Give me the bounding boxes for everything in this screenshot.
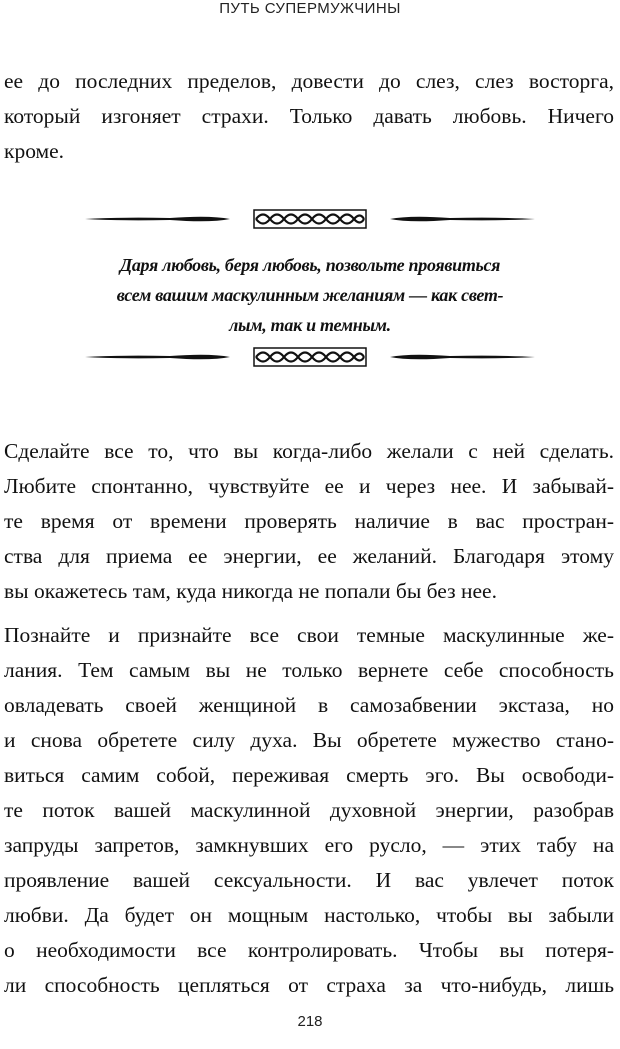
text-line: лания. Тем самым вы не только вернете себе способность: [4, 658, 614, 682]
text-line: который изгоняет страхи. Только давать любовь. Ничего: [4, 104, 614, 128]
text-line: Познайте и признайте все свои темные маскулинные же-: [4, 623, 614, 647]
paragraph-3: [4, 618, 614, 1003]
text-line: ее до последних пределов, довести до слез, слез восторга,: [4, 69, 614, 93]
page-number: 218: [297, 1013, 323, 1030]
text-line: ли способность цепляться от страха за что-нибудь, лишь: [4, 973, 614, 997]
quote-line: всем вашим маскулинным желаниям — как свет-: [116, 285, 504, 305]
text-line: ства для приема ее энергии, ее желаний. Благодаря этому: [4, 544, 614, 568]
paragraph-1: [4, 64, 614, 169]
ornament-divider-bottom: [80, 345, 540, 369]
ornament-divider-top: [80, 207, 540, 231]
text-line: любви. Да будет он мощным настолько, чтобы вы забыли: [4, 903, 614, 927]
text-line: виться самим собой, переживая смерть эго. Вы освободи-: [4, 763, 614, 787]
text-line: о необходимости все контролировать. Чтобы вы потеря-: [4, 938, 614, 962]
celtic-knot-icon: [85, 348, 535, 366]
pull-quote: [60, 250, 560, 340]
text-line: проявление вашей сексуальности. И вас увлечет поток: [4, 868, 614, 892]
text-line: овладевать своей женщиной в самозабвении экстаза, но: [4, 693, 614, 717]
text-line: Сделайте все то, что вы когда-либо желали с ней сделать.: [4, 439, 614, 463]
text-line: кроме.: [4, 139, 65, 163]
text-line: вы окажетесь там, куда никогда не попали бы без нее.: [4, 579, 497, 603]
text-line: те поток вашей маскулинной духовной энергии, разобрав: [4, 798, 614, 822]
text-line: Любите спонтанно, чувствуйте ее и через нее. И забывай-: [4, 474, 614, 498]
text-line: запруды запретов, замкнувших его русло, — этих табу на: [4, 833, 614, 857]
running-head: ПУТЬ СУПЕРМУЖЧИНЫ: [219, 0, 401, 17]
paragraph-2: [4, 434, 614, 609]
quote-line: лым, так и темным.: [229, 315, 391, 335]
quote-line: Даря любовь, беря любовь, позвольте проявиться: [119, 255, 501, 275]
text-line: те время от времени проверять наличие в вас простран-: [4, 509, 614, 533]
text-line: и снова обретете силу духа. Вы обретете мужество стано-: [4, 728, 614, 752]
celtic-knot-icon: [85, 210, 535, 228]
